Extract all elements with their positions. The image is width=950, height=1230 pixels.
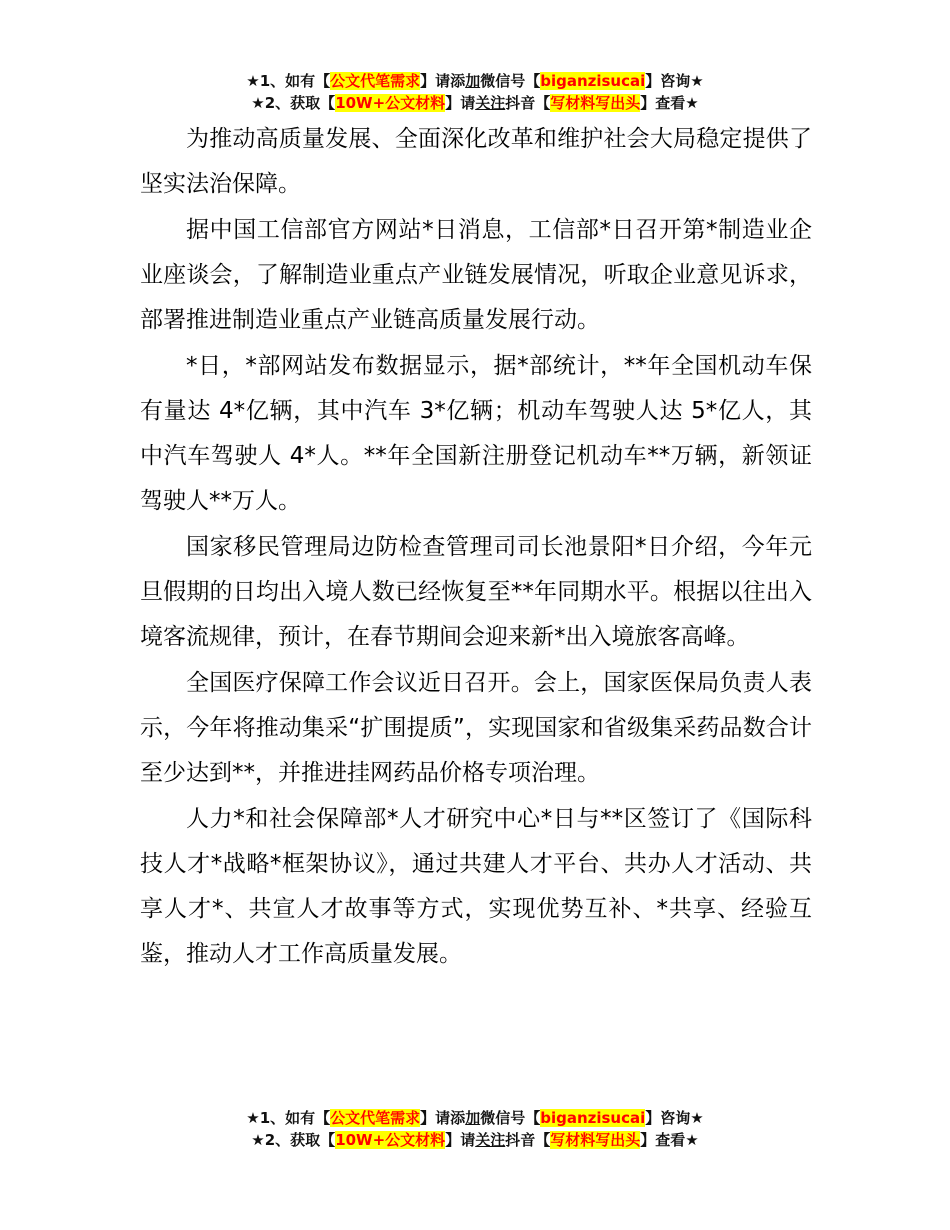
banner-text: 微信号【 [480,72,541,90]
banner-text: 关注 [475,94,506,112]
paragraph: 国家移民管理局边防检查管理司司长池景阳*日介绍，今年元旦假期的日均出入境人数已经恢复至**年同期水平。根据以往出入境客流规律，预计，在春节期间会迎来新*出入境旅客高峰。 [140,534,812,650]
highlight-wechat-id: biganzisucai [540,72,646,90]
highlight-service: 公文代笔需求 [330,1109,421,1127]
paragraph: 为推动高质量发展、全面深化改革和维护社会大局稳定提供了坚实法治保障。 [140,126,812,197]
banner-text: 】请添 [420,72,466,90]
highlight-materials: 10W+公文材料 [335,1131,446,1149]
banner-line-1 [0,1107,950,1129]
banner-text: 】请 [445,1131,476,1149]
highlight-wechat-id: biganzisucai [540,1109,646,1127]
paragraph: 全国医疗保障工作会议近日召开。会上，国家医保局负责人表示，今年将推动集采“扩围提质”，实现国家和省级集采药品数合计至少达到**，并推进挂网药品价格专项治理。 [140,670,812,786]
paragraph: *日，*部网站发布数据显示，据*部统计，**年全国机动车保有量达 4*亿辆，其中汽车 3*亿辆；机动车驾驶人达 5*亿人，其中汽车驾驶人 4*人。**年全国新注册登记机动车**万辆，新领证驾驶人**万人。 [140,353,812,514]
banner-text: 微信号【 [480,1109,541,1127]
paragraph: 人力*和社会保障部*人才研究中心*日与**区签订了《国际科技人才*战略*框架协议》，通过共建人才平台、共办人才活动、共享人才*、共宣人才故事等方式，实现优势互补、*共享、经验互鉴，推动人才工作高质量发展。 [140,806,812,967]
banner-text: ★1、如有【 [246,72,331,90]
banner-line-2 [0,1129,950,1151]
banner-text: 加 [465,1109,481,1127]
banner-text: 关注 [475,1131,506,1149]
highlight-service: 公文代笔需求 [330,72,421,90]
banner-text: 抖音【 [505,1131,551,1149]
highlight-douyin-account: 写材料写出头 [550,94,641,112]
banner-text: 加 [465,72,481,90]
highlight-douyin-account: 写材料写出头 [550,1131,641,1149]
banner-text: ★2、获取【 [251,1131,336,1149]
banner-text: 】查看★ [640,94,699,112]
banner-text: 】请 [445,94,476,112]
banner-text: 抖音【 [505,94,551,112]
document-body [140,117,812,978]
banner-line-1 [0,70,950,92]
highlight-materials: 10W+公文材料 [335,94,446,112]
banner-line-2 [0,92,950,114]
banner-text: 】请添 [420,1109,466,1127]
banner-text: 】查看★ [640,1131,699,1149]
header-banner [0,70,950,114]
paragraph: 据中国工信部官方网站*日消息，工信部*日召开第*制造业企业座谈会，了解制造业重点产业链发展情况，听取企业意见诉求，部署推进制造业重点产业链高质量发展行动。 [140,217,812,333]
banner-text: 】咨询★ [645,1109,704,1127]
banner-text: ★1、如有【 [246,1109,331,1127]
footer-banner [0,1107,950,1151]
banner-text: ★2、获取【 [251,94,336,112]
banner-text: 】咨询★ [645,72,704,90]
